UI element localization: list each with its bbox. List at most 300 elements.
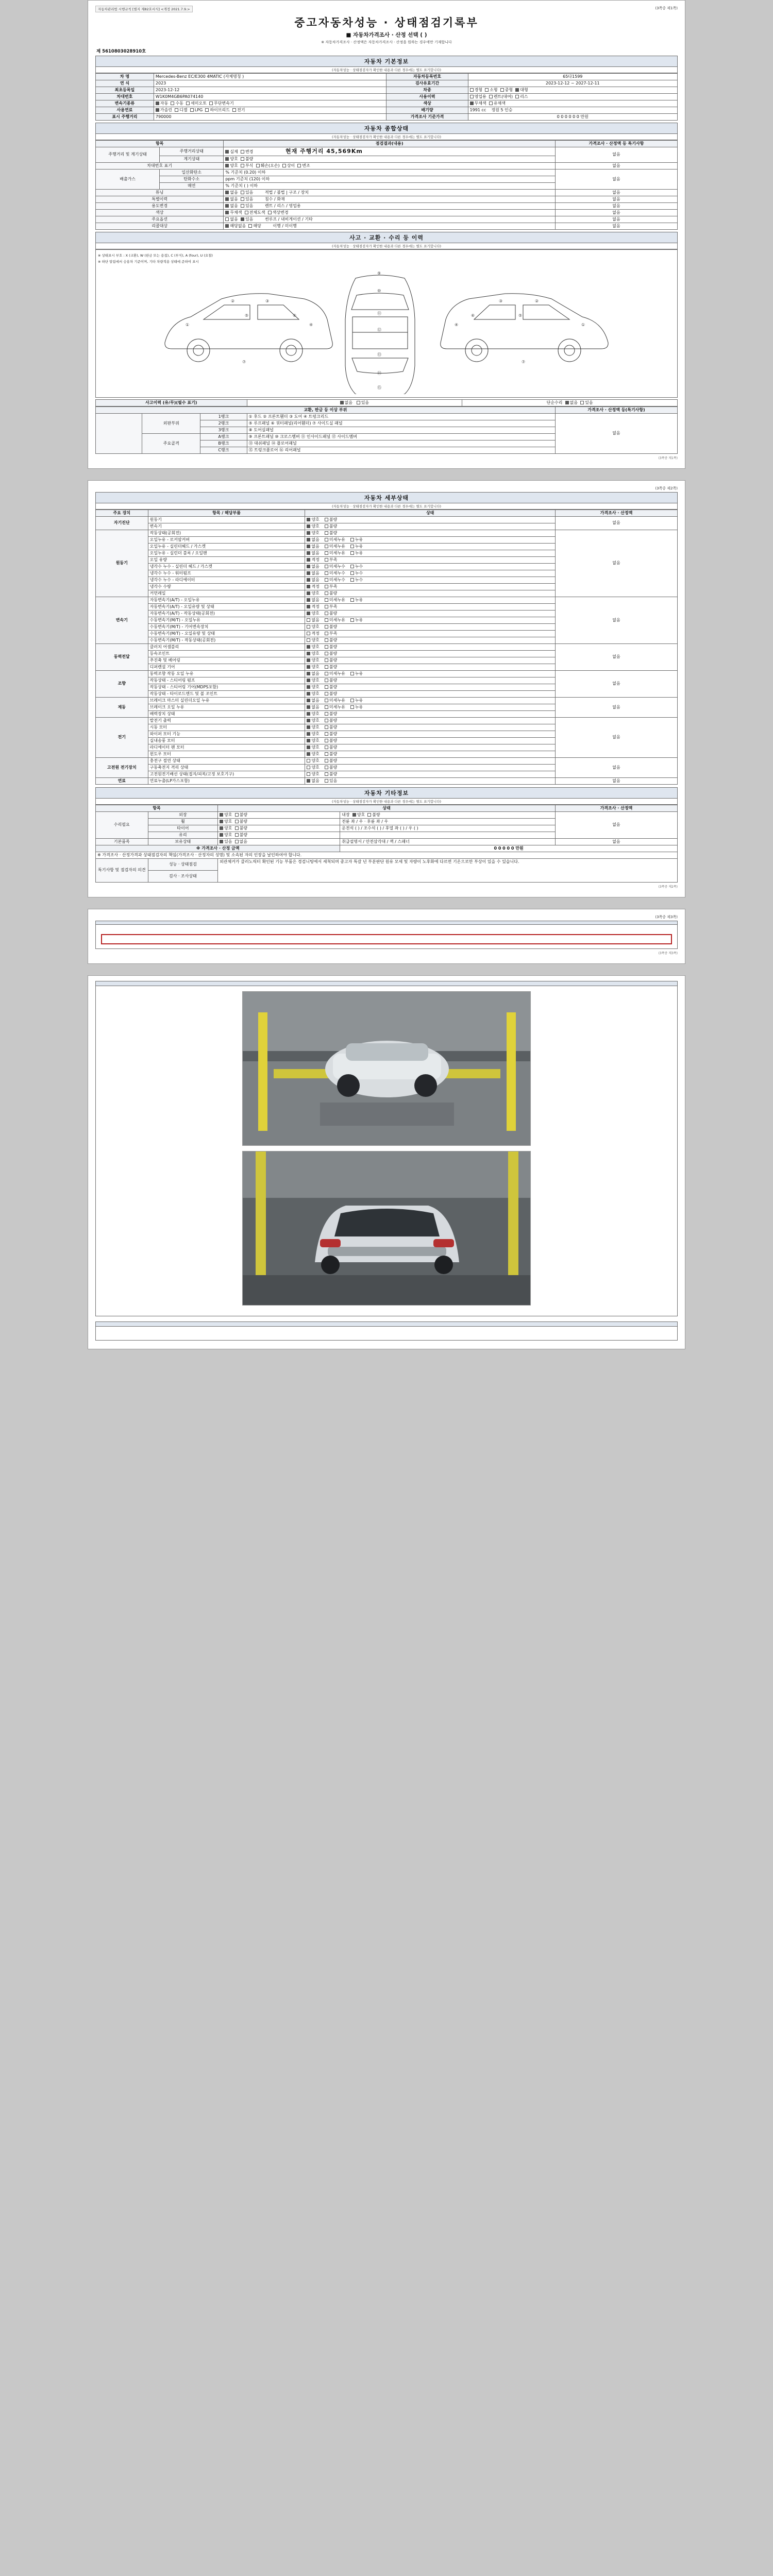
detail-options[interactable] [305, 516, 555, 523]
opt-1[interactable] [325, 524, 337, 529]
checkbox[interactable] [307, 645, 310, 649]
opt-1[interactable] [325, 685, 337, 689]
opt-0[interactable]: 양호 [352, 812, 365, 817]
detail-options[interactable] [305, 530, 555, 536]
simple-repair-cell[interactable] [462, 399, 678, 406]
checkbox[interactable] [325, 725, 328, 729]
checkbox[interactable] [307, 598, 310, 602]
opt-0[interactable] [307, 551, 319, 555]
opt-1[interactable] [325, 665, 337, 669]
opt-0[interactable] [307, 658, 319, 663]
opt-0[interactable]: 양호 [220, 812, 232, 817]
detail-options[interactable] [305, 597, 555, 603]
opt-0[interactable] [307, 604, 319, 609]
checkbox[interactable] [325, 652, 328, 655]
checkbox[interactable] [307, 712, 310, 716]
detail-options[interactable] [305, 577, 555, 583]
checkbox[interactable] [307, 632, 310, 635]
opt-1[interactable] [325, 752, 337, 756]
detail-options[interactable] [305, 570, 555, 577]
detail-options[interactable] [305, 744, 555, 751]
opt-0[interactable] [307, 645, 319, 649]
opt-1[interactable] [325, 705, 345, 709]
checkbox[interactable] [307, 625, 310, 629]
opt-1[interactable]: 불량 [235, 812, 247, 817]
opt-2[interactable] [350, 537, 363, 542]
opt-2[interactable] [350, 564, 363, 569]
checkbox[interactable] [307, 565, 310, 568]
checkbox[interactable] [307, 578, 310, 582]
checkbox[interactable] [325, 518, 328, 521]
checkbox[interactable] [307, 618, 310, 622]
options-cell[interactable] [218, 811, 340, 818]
checkbox[interactable] [307, 772, 310, 776]
checkbox[interactable] [307, 612, 310, 615]
checkbox[interactable] [350, 571, 354, 575]
opt-1[interactable] [325, 758, 337, 763]
opt-0[interactable] [307, 584, 319, 589]
checkbox[interactable] [325, 571, 328, 575]
opt-0[interactable] [307, 718, 319, 723]
opt-1[interactable] [325, 571, 345, 575]
detail-options[interactable] [305, 543, 555, 550]
opt-2[interactable] [350, 571, 363, 575]
opt-1[interactable] [325, 517, 337, 522]
checkbox[interactable] [325, 605, 328, 608]
detail-options[interactable] [305, 751, 555, 757]
opt-0[interactable] [307, 772, 319, 776]
opt-1[interactable] [325, 598, 345, 602]
opt-2[interactable]: 훼손(오손) [256, 163, 280, 168]
options-cell-2[interactable] [340, 811, 556, 818]
usage-options[interactable] [468, 94, 677, 100]
opt-1[interactable] [325, 691, 337, 696]
opt-0[interactable] [307, 631, 319, 636]
opt-0[interactable]: 양호 [225, 163, 238, 168]
checkbox[interactable] [307, 766, 310, 769]
opt-2[interactable] [350, 578, 363, 582]
opt-1[interactable] [325, 551, 345, 555]
opt-1[interactable]: 불량 [367, 812, 380, 817]
opt-0[interactable] [307, 531, 319, 535]
opt-0[interactable] [307, 517, 319, 522]
opt-1[interactable] [325, 711, 337, 716]
checkbox[interactable] [325, 585, 328, 588]
opt-0[interactable] [307, 571, 319, 575]
opt-0[interactable] [307, 752, 319, 756]
opt-1[interactable] [325, 678, 337, 683]
detail-options[interactable] [305, 664, 555, 670]
checkbox[interactable] [307, 585, 310, 588]
opt-2[interactable]: 리스 [515, 94, 528, 99]
checkbox[interactable] [307, 699, 310, 702]
opt-1[interactable] [325, 745, 337, 750]
opt-0[interactable] [307, 705, 319, 709]
checkbox[interactable] [325, 672, 328, 675]
opt-1[interactable] [325, 578, 345, 582]
opt-0[interactable] [307, 611, 319, 616]
opt-0[interactable]: 없음 [225, 197, 238, 201]
checkbox[interactable] [307, 692, 310, 696]
opt-1[interactable] [325, 531, 337, 535]
vehicle-type-options[interactable] [468, 87, 677, 94]
opt-1[interactable]: 해당 [248, 224, 261, 228]
opt-2[interactable]: 세미오토 [186, 101, 207, 106]
opt-1[interactable] [325, 738, 337, 743]
checkbox[interactable] [325, 638, 328, 642]
options-cell[interactable] [218, 838, 340, 845]
checkbox[interactable] [325, 551, 328, 555]
opt-1[interactable]: 있음 [241, 190, 253, 195]
options-cell[interactable] [224, 189, 556, 196]
opt-0[interactable] [307, 732, 319, 736]
opt-0[interactable]: 양호 [225, 157, 238, 161]
checkbox[interactable] [325, 759, 328, 762]
detail-options[interactable] [305, 563, 555, 570]
opt-1[interactable]: 불량 [235, 833, 247, 837]
opt-2[interactable]: LPG [190, 108, 203, 112]
checkbox[interactable] [325, 699, 328, 702]
opt-1[interactable] [325, 718, 337, 723]
checkbox[interactable] [307, 745, 310, 749]
opt-1[interactable]: 있음 [580, 400, 593, 405]
detail-options[interactable] [305, 536, 555, 543]
detail-options[interactable] [305, 731, 555, 737]
opt-0[interactable] [307, 651, 319, 656]
opt-1[interactable]: 있음 [357, 400, 369, 405]
opt-0[interactable]: 가솔린 [156, 108, 172, 112]
checkbox[interactable] [325, 705, 328, 709]
checkbox[interactable] [307, 732, 310, 736]
opt-0[interactable] [307, 691, 319, 696]
opt-0[interactable] [307, 698, 319, 703]
opt-0[interactable] [307, 624, 319, 629]
opt-0[interactable]: 자동 [156, 101, 168, 106]
opt-1[interactable] [325, 564, 345, 569]
opt-1[interactable]: 렌트(대여) [489, 94, 513, 99]
detail-options[interactable] [305, 650, 555, 657]
opt-1[interactable]: 있음 [241, 217, 253, 222]
options-cell[interactable] [218, 818, 340, 825]
checkbox[interactable] [350, 598, 354, 602]
checkbox[interactable] [325, 538, 328, 541]
opt-1[interactable] [325, 631, 337, 636]
detail-options[interactable] [305, 724, 555, 731]
opt-1[interactable]: 있음 [241, 204, 253, 208]
opt-1[interactable]: 없음 [235, 839, 247, 844]
opt-0[interactable]: 무채색 [470, 101, 486, 106]
opt-2[interactable]: 색상변경 [268, 210, 289, 215]
opt-1[interactable] [325, 651, 337, 656]
opt-1[interactable]: 불량 [235, 819, 247, 824]
opt-1[interactable] [325, 591, 337, 596]
detail-options[interactable] [305, 610, 555, 617]
checkbox[interactable] [325, 632, 328, 635]
opt-1[interactable] [325, 544, 345, 549]
checkbox[interactable] [307, 679, 310, 682]
opt-0[interactable] [307, 638, 319, 642]
opt-1[interactable] [325, 725, 337, 730]
opt-0[interactable] [307, 778, 319, 783]
opt-0[interactable]: 있음 [220, 839, 232, 844]
checkbox[interactable] [307, 658, 310, 662]
opt-1[interactable] [325, 778, 337, 783]
checkbox[interactable] [325, 739, 328, 742]
checkbox[interactable] [307, 591, 310, 595]
opt-3[interactable]: 상이 [282, 163, 295, 168]
checkbox[interactable] [307, 779, 310, 783]
checkbox[interactable] [350, 672, 354, 675]
opt-0[interactable] [307, 671, 319, 676]
opt-2[interactable] [350, 698, 363, 703]
options-cell[interactable] [218, 825, 340, 832]
opt-0[interactable] [307, 665, 319, 669]
checkbox[interactable] [325, 766, 328, 769]
color-options[interactable] [468, 100, 677, 107]
checkbox[interactable] [307, 759, 310, 762]
opt-0[interactable] [307, 745, 319, 750]
opt-3[interactable]: 대형 [515, 88, 528, 92]
checkbox[interactable] [307, 685, 310, 689]
checkbox[interactable] [307, 551, 310, 555]
detail-options[interactable] [305, 697, 555, 704]
checkbox[interactable] [325, 558, 328, 562]
checkbox[interactable] [350, 538, 354, 541]
opt-0[interactable]: 양호 [220, 819, 232, 824]
checkbox[interactable] [325, 618, 328, 622]
opt-0[interactable]: 실제 [225, 149, 238, 154]
detail-options[interactable] [305, 690, 555, 697]
opt-2[interactable] [350, 544, 363, 549]
checkbox[interactable] [350, 699, 354, 702]
detail-options[interactable] [305, 550, 555, 556]
detail-options[interactable] [305, 603, 555, 610]
opt-1[interactable] [325, 604, 337, 609]
opt-3[interactable]: 무단변속기 [209, 101, 234, 106]
detail-options[interactable] [305, 710, 555, 717]
checkbox[interactable] [307, 719, 310, 722]
detail-options[interactable] [305, 643, 555, 650]
detail-options[interactable] [305, 637, 555, 643]
detail-options[interactable] [305, 764, 555, 771]
checkbox[interactable] [307, 665, 310, 669]
detail-options[interactable] [305, 677, 555, 684]
opt-2[interactable] [350, 671, 363, 676]
opt-1[interactable] [325, 765, 337, 770]
checkbox[interactable] [325, 665, 328, 669]
opt-1[interactable] [325, 732, 337, 736]
checkbox[interactable] [325, 612, 328, 615]
checkbox[interactable] [325, 752, 328, 756]
checkbox[interactable] [307, 545, 310, 548]
checkbox[interactable] [307, 725, 310, 729]
opt-1[interactable]: 불량 [235, 826, 247, 831]
checkbox[interactable] [325, 658, 328, 662]
checkbox[interactable] [325, 598, 328, 602]
opt-2[interactable] [350, 551, 363, 555]
checkbox[interactable] [307, 752, 310, 756]
detail-options[interactable] [305, 757, 555, 764]
opt-1[interactable]: 변경 [241, 149, 253, 154]
detail-options[interactable] [305, 657, 555, 664]
opt-1[interactable]: 수동 [171, 101, 183, 106]
checkbox[interactable] [307, 518, 310, 521]
checkbox[interactable] [325, 779, 328, 783]
opt-1[interactable] [325, 537, 345, 542]
opt-0[interactable]: 영업용 [470, 94, 486, 99]
detail-options[interactable] [305, 630, 555, 637]
checkbox[interactable] [325, 524, 328, 528]
accident-history-options[interactable] [247, 399, 462, 406]
opt-1[interactable]: 전체도색 [245, 210, 265, 215]
opt-1[interactable] [325, 624, 337, 629]
opt-1[interactable]: 소형 [485, 88, 497, 92]
checkbox[interactable] [307, 524, 310, 528]
detail-options[interactable] [305, 771, 555, 777]
opt-0[interactable]: 경형 [470, 88, 482, 92]
checkbox[interactable] [325, 545, 328, 548]
transmission-options[interactable] [154, 100, 386, 107]
checkbox[interactable] [307, 672, 310, 675]
opt-1[interactable] [325, 645, 337, 649]
opt-0[interactable]: 해당없음 [225, 224, 246, 228]
checkbox[interactable] [307, 638, 310, 642]
detail-options[interactable] [305, 556, 555, 563]
checkbox[interactable] [325, 531, 328, 535]
opt-0[interactable]: 무채색 [225, 210, 242, 215]
opt-0[interactable] [307, 598, 319, 602]
opt-0[interactable]: 양호 [220, 826, 232, 831]
detail-options[interactable] [305, 670, 555, 677]
opt-0[interactable] [307, 738, 319, 743]
options-cell[interactable] [224, 202, 556, 209]
checkbox[interactable] [350, 565, 354, 568]
opt-1[interactable]: 있음 [241, 197, 253, 201]
opt-0[interactable] [307, 725, 319, 730]
opt-0[interactable] [307, 685, 319, 689]
detail-options[interactable] [305, 583, 555, 590]
checkbox[interactable] [350, 618, 354, 622]
opt-0[interactable]: 양호 [220, 833, 232, 837]
opt-1[interactable] [325, 638, 337, 642]
opt-1[interactable]: 불량 [241, 157, 253, 161]
checkbox[interactable] [307, 558, 310, 562]
checkbox[interactable] [350, 551, 354, 555]
checkbox[interactable] [325, 745, 328, 749]
opt-2[interactable]: 중형 [500, 88, 513, 92]
checkbox[interactable] [325, 679, 328, 682]
detail-options[interactable] [305, 590, 555, 597]
opt-2[interactable] [350, 598, 363, 602]
checkbox[interactable] [350, 705, 354, 709]
opt-1[interactable] [325, 611, 337, 616]
checkbox[interactable] [325, 591, 328, 595]
checkbox[interactable] [307, 739, 310, 742]
opt-1[interactable]: 부식 [241, 163, 253, 168]
checkbox[interactable] [350, 578, 354, 582]
options-cell[interactable] [224, 223, 556, 229]
opt-4[interactable]: 변조 [297, 163, 310, 168]
opt-0[interactable] [307, 564, 319, 569]
checkbox[interactable] [307, 705, 310, 709]
checkbox[interactable] [350, 545, 354, 548]
checkbox[interactable] [325, 565, 328, 568]
opt-0[interactable] [307, 537, 319, 542]
opt-0[interactable] [307, 524, 319, 529]
detail-options[interactable] [305, 777, 555, 784]
opt-0[interactable]: 없음 [565, 400, 578, 405]
opt-1[interactable] [325, 698, 345, 703]
detail-options[interactable] [305, 523, 555, 530]
detail-options[interactable] [305, 717, 555, 724]
opt-0[interactable] [307, 591, 319, 596]
opt-1[interactable] [325, 584, 337, 589]
opt-3[interactable]: 하이브리드 [205, 108, 230, 112]
detail-options[interactable] [305, 617, 555, 623]
options-cell[interactable] [224, 209, 556, 216]
detail-options[interactable] [305, 737, 555, 744]
opt-1[interactable]: 유채색 [489, 101, 506, 106]
checkbox[interactable] [325, 719, 328, 722]
opt-2[interactable] [350, 618, 363, 622]
opt-0[interactable]: 없음 [225, 190, 238, 195]
opt-1[interactable] [325, 618, 345, 622]
checkbox[interactable] [325, 692, 328, 696]
opt-0[interactable] [307, 557, 319, 562]
opt-1[interactable] [325, 557, 337, 562]
opt-1[interactable]: 디젤 [175, 108, 187, 112]
opt-4[interactable]: 전기 [232, 108, 245, 112]
opt-0[interactable]: 없음 [225, 217, 238, 222]
options-cell[interactable] [224, 196, 556, 202]
opt-0[interactable] [307, 618, 319, 622]
opt-0[interactable] [307, 544, 319, 549]
opt-0[interactable] [307, 578, 319, 582]
options-cell[interactable] [218, 832, 340, 838]
checkbox[interactable] [325, 712, 328, 716]
options-cell[interactable] [224, 216, 556, 223]
opt-1[interactable] [325, 671, 345, 676]
checkbox[interactable] [325, 772, 328, 776]
options-cell[interactable] [224, 162, 556, 169]
options-cell[interactable] [224, 147, 556, 156]
opt-0[interactable] [307, 765, 319, 770]
opt-1[interactable] [325, 658, 337, 663]
checkbox[interactable] [307, 605, 310, 608]
detail-options[interactable] [305, 684, 555, 690]
opt-0[interactable]: 없음 [225, 204, 238, 208]
checkbox[interactable] [307, 538, 310, 541]
opt-0[interactable] [307, 758, 319, 763]
checkbox[interactable] [325, 685, 328, 689]
checkbox[interactable] [307, 652, 310, 655]
detail-options[interactable] [305, 704, 555, 710]
checkbox[interactable] [325, 625, 328, 629]
checkbox[interactable] [325, 645, 328, 649]
checkbox[interactable] [325, 578, 328, 582]
checkbox[interactable] [307, 571, 310, 575]
detail-options[interactable] [305, 623, 555, 630]
checkbox[interactable] [307, 531, 310, 535]
options-cell[interactable] [224, 156, 556, 162]
opt-0[interactable] [307, 678, 319, 683]
opt-0[interactable] [307, 711, 319, 716]
opt-1[interactable] [325, 772, 337, 776]
fuel-options[interactable] [154, 107, 386, 114]
opt-0[interactable]: 없음 [340, 400, 352, 405]
opt-2[interactable] [350, 705, 363, 709]
checkbox[interactable] [325, 732, 328, 736]
